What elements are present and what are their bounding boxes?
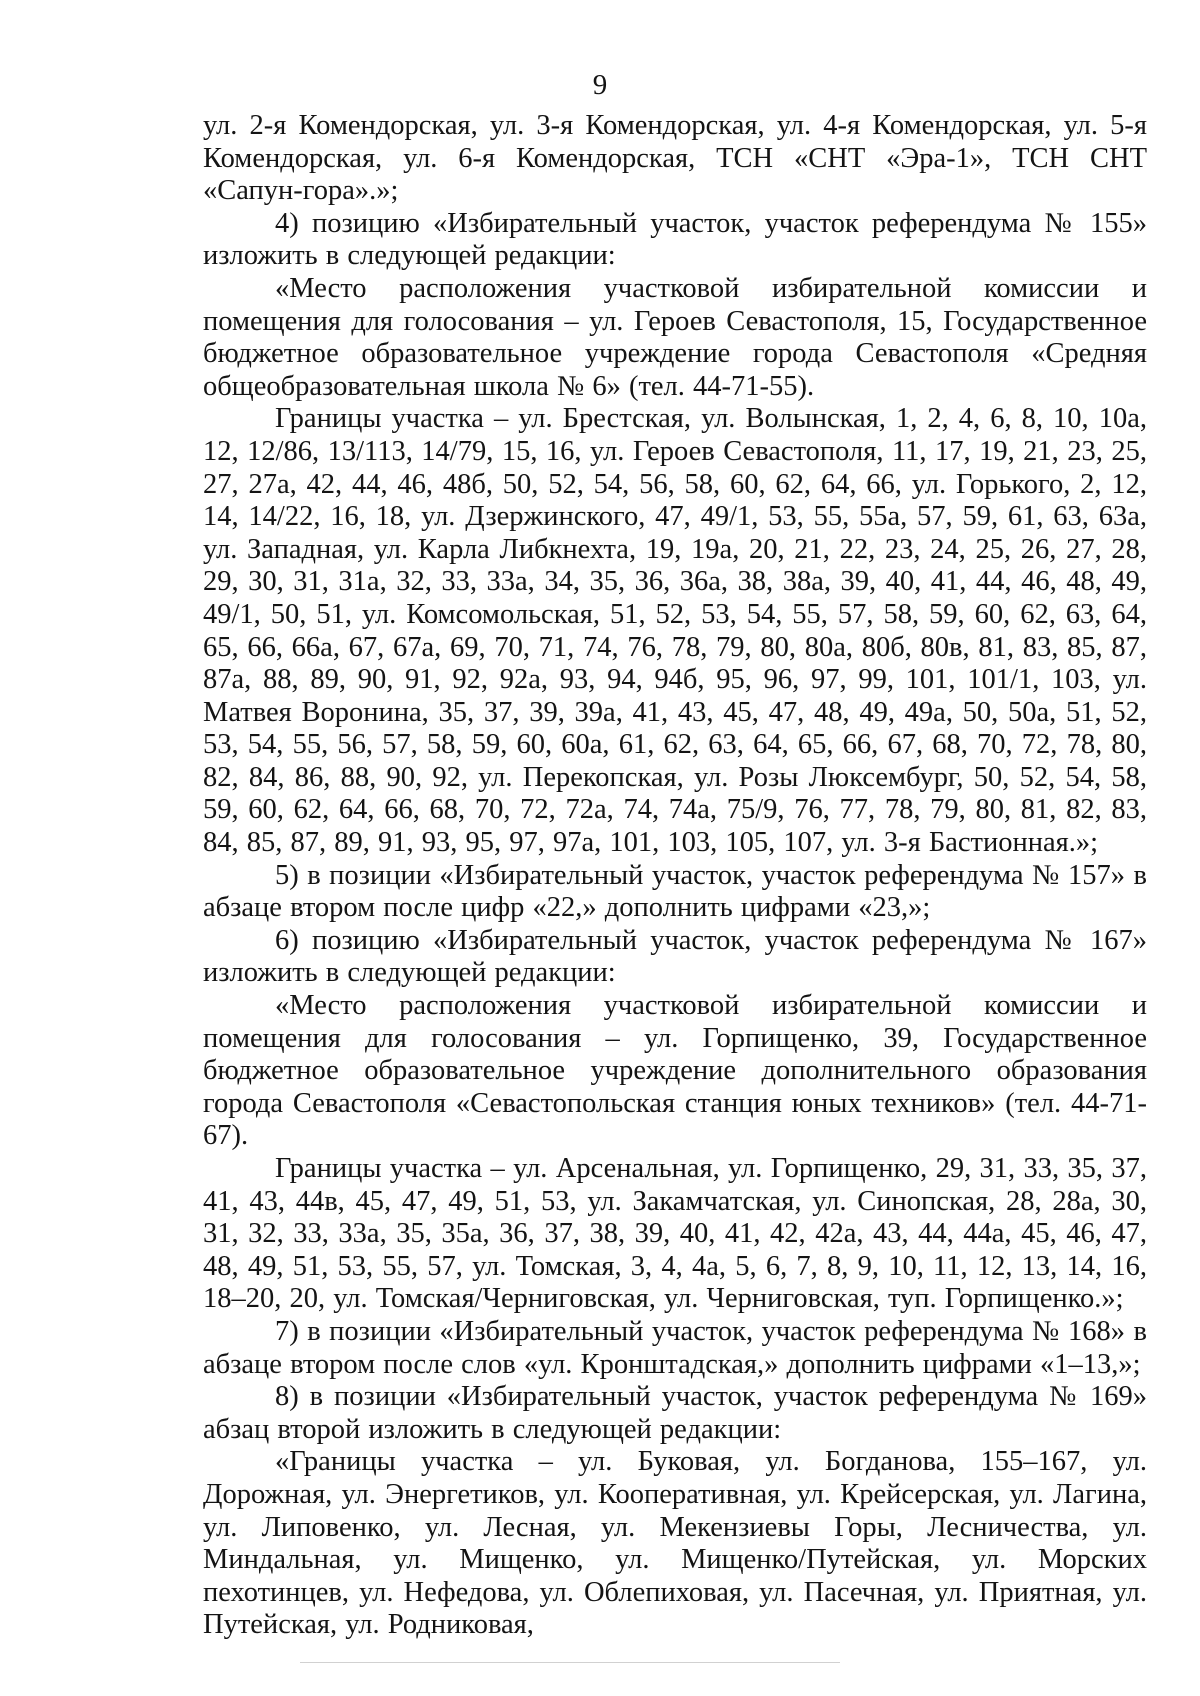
- page-number: 9: [592, 69, 608, 101]
- paragraph-item-7: 7) в позиции «Избирательный участок, участок референдума № 168» в абзаце втором после слов «ул. Кронштадская,» дополнить цифрами «1–13,»;: [203, 1315, 1147, 1380]
- paragraph-item-8: 8) в позиции «Избирательный участок, участок референдума № 169» абзац второй изложить в следующей редакции:: [203, 1381, 1147, 1445]
- paragraph-location-155: «Место расположения участковой избирательной комиссии и помещения для голосования – ул. Героев Севастополя, 15, Государственное бюджетное образовательное учреждение города Севастополя «Средняя общеобразовательная школа № 6» (тел. 44-71-55).: [203, 272, 1147, 402]
- paragraph-item-5: 5) в позиции «Избирательный участок, участок референдума № 157» в абзаце втором после цифр «22,» дополнить цифрами «23,»;: [203, 859, 1147, 924]
- paragraph-boundaries-155: Границы участка – ул. Брестская, ул. Волынская, 1, 2, 4, 6, 8, 10, 10а, 12, 12/86, 13/113, 14/79, 15, 16, ул. Героев Севастополя, 11, 17, 19, 21, 23, 25, 27, 27а, 42, 44, 46, 48б, 50, 52, 54, 56, 58, 60, 62, 64, 66, ул. Горького, 2, 12, 14, 14/22, 16, 18, ул. Дзержинского, 47, 49/1, 53, 55, 55а, 57, 59, 61, 63, 63а, ул. Западная, ул. Карла Либкнехта, 19, 19а, 20, 21, 22, 23, 24, 25, 26, 27, 28, 29, 30, 31, 31а, 32, 33, 33а, 34, 35, 36, 36а, 38, 38а, 39, 40, 41, 44, 46, 48, 49, 49/1, 50, 51, ул. Комсомольская, 51, 52, 53, 54, 55, 57, 58, 59, 60, 62, 63, 64, 65, 66, 66а, 67, 67а, 69, 70, 71, 74, 76, 78, 79, 80, 80а, 80б, 80в, 81, 83, 85, 87, 87а, 88, 89, 90, 91, 92, 92а, 93, 94, 94б, 95, 96, 97, 99, 101, 101/1, 103, ул. Матвея Воронина, 35, 37, 39, 39а, 41, 43, 45, 47, 48, 49, 49а, 50, 50а, 51, 52, 53, 54, 55, 56, 57, 58, 59, 60, 60а, 61, 62, 63, 64, 65, 66, 67, 68, 70, 72, 78, 80, 82, 84, 86, 88, 90, 92, ул. Перекопская, ул. Розы Люксембург, 50, 52, 54, 58, 59, 60, 62, 64, 66, 68, 70, 72, 72а, 74, 74а, 75/9, 76, 77, 78, 79, 80, 81, 82, 83, 84, 85, 87, 89, 91, 93, 95, 97, 97а, 101, 103, 105, 107, ул. 3-я Бастионная.»;: [203, 403, 1147, 859]
- paragraph-boundaries-169: «Границы участка – ул. Буковая, ул. Богданова, 155–167, ул. Дорожная, ул. Энергетиков, ул. Кооперативная, ул. Крейсерская, ул. Лагина, ул. Липовенко, ул. Лесная, ул. Мекензиевы Горы, Лесничества, ул. Миндальная, ул. Мищенко, ул. Мищенко/Путейская, ул. Морских пехотинцев, ул. Нефедова, ул. Облепиховая, ул. Пасечная, ул. Приятная, ул. Путейская, ул. Родниковая,: [203, 1446, 1147, 1641]
- paragraph-item-4: 4) позицию «Избирательный участок, участок референдума № 155» изложить в следующей редакции:: [203, 207, 1147, 272]
- paragraph-boundaries-167: Границы участка – ул. Арсенальная, ул. Горпищенко, 29, 31, 33, 35, 37, 41, 43, 44в, 45, 47, 49, 51, 53, ул. Закамчатская, ул. Синопская, 28, 28а, 30, 31, 32, 33, 33а, 35, 35а, 36, 37, 38, 39, 40, 41, 42, 42а, 43, 44, 44а, 45, 46, 47, 48, 49, 51, 53, 55, 57, ул. Томская, 3, 4, 4а, 5, 6, 7, 8, 9, 10, 11, 12, 13, 14, 16, 18–20, 20, ул. Томская/Черниговская, ул. Черниговская, туп. Горпищенко.»;: [203, 1153, 1147, 1315]
- paragraph-item-6: 6) позицию «Избирательный участок, участок референдума № 167» изложить в следующей редакции:: [203, 924, 1147, 989]
- paragraph-location-167: «Место расположения участковой избирательной комиссии и помещения для голосования – ул. Горпищенко, 39, Государственное бюджетное образовательное учреждение дополнительного образования города Севастополя «Севастопольская станция юных техников» (тел. 44-71-67).: [203, 990, 1147, 1152]
- document-body: [203, 110, 1147, 1642]
- scan-artifact: [300, 1662, 840, 1663]
- paragraph-continuation: ул. 2-я Комендорская, ул. 3-я Комендорская, ул. 4-я Комендорская, ул. 5-я Комендорская, ул. 6-я Комендорская, ТСН «СНТ «Эра-1», ТСН СНТ «Сапун-гора».»;: [203, 110, 1147, 207]
